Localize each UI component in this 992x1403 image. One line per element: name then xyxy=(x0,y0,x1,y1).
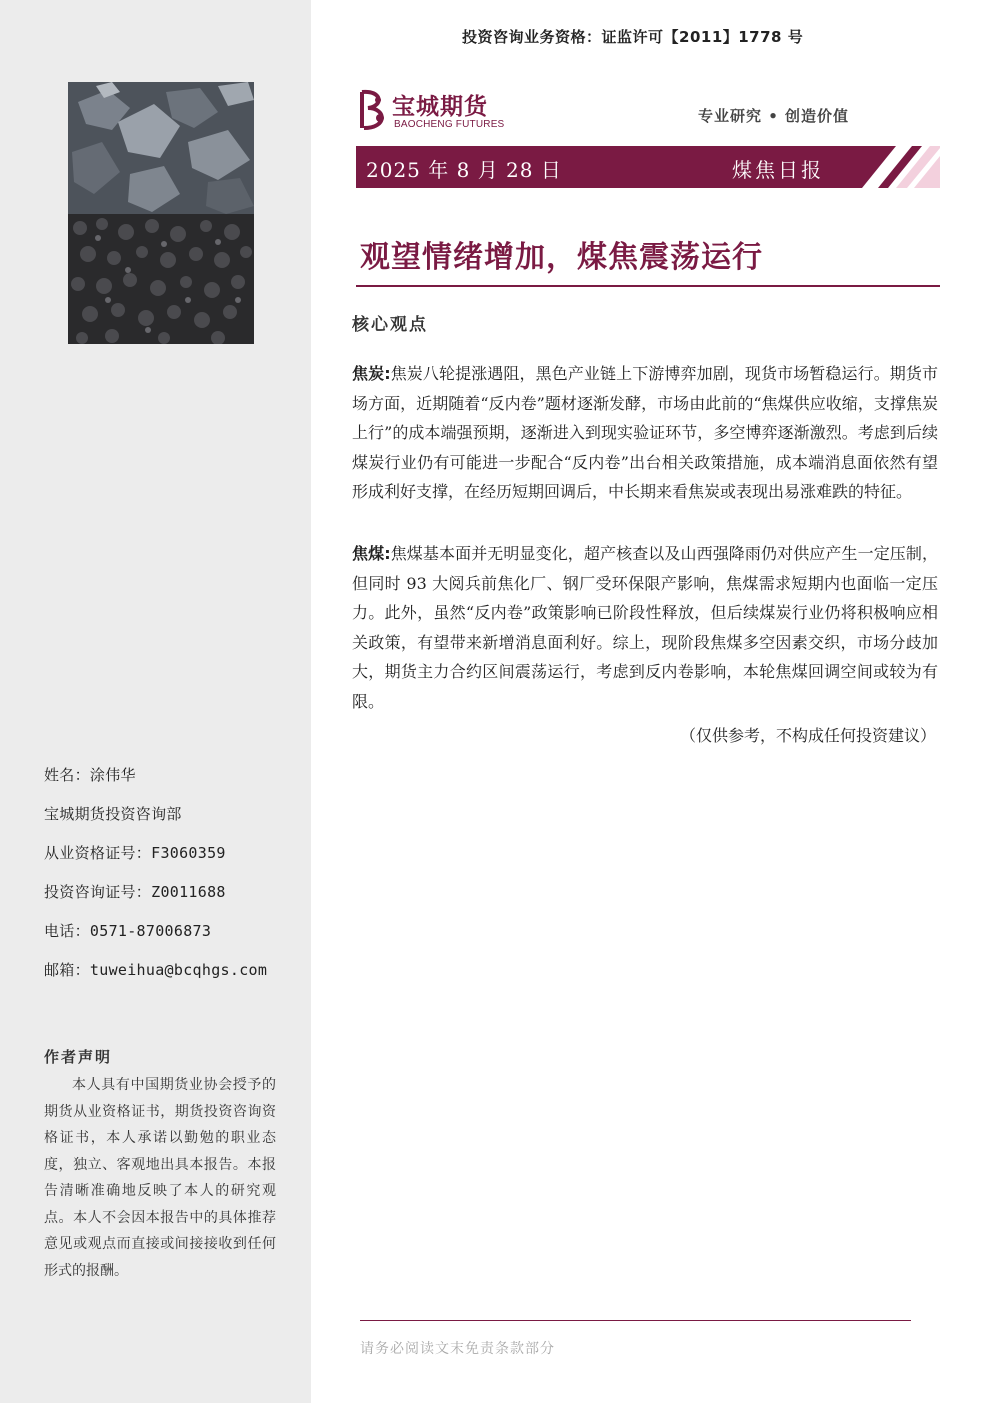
contact-value: 涂伟华 xyxy=(89,766,136,784)
contact-consulting-id xyxy=(44,882,226,902)
contact-label: 邮箱： xyxy=(44,961,90,979)
footer-note: 请务必阅读文末免责条款部分 xyxy=(360,1341,555,1357)
contact-value: 宝城期货投资咨询部 xyxy=(44,805,182,823)
title-divider xyxy=(356,285,940,287)
contact-department xyxy=(44,804,182,824)
contact-email xyxy=(44,960,267,980)
footer-divider xyxy=(360,1320,911,1321)
contact-email-value[interactable]: tuweihua@bcqhgs.com xyxy=(89,961,268,979)
report-type: 煤焦日报 xyxy=(732,158,824,182)
contact-value: F3060359 xyxy=(151,844,226,862)
slogan: 专业研究 • 创造价值 xyxy=(698,107,850,125)
company-logo xyxy=(356,88,526,134)
contact-label: 姓名： xyxy=(44,766,90,784)
contact-label: 投资咨询证号： xyxy=(44,883,152,901)
coking-coal-paragraph xyxy=(352,539,938,716)
license-info: 投资咨询业务资格：证监许可【2011】1778 号 xyxy=(462,28,804,46)
contact-name xyxy=(44,765,136,785)
paragraph-text: 焦煤基本面并无明显变化，超产核查以及山西强降雨仍对供应产生一定压制，但同时 93 大阅兵前焦化厂、钢厂受环保限产影响，焦煤需求短期内也面临一定压力。此外，虽然“反内卷”政策影响已阶段性释放，但后续煤炭行业仍将积极响应相关政策，有望带来新增消息面利好。综上，现阶段焦煤多空因素交织，市场分歧加大，期货主力合约区间震荡运行，考虑到反内卷影响，本轮焦煤回调空间或较为有限。 xyxy=(352,544,938,711)
logo-text-en: BAOCHENG FUTURES xyxy=(394,119,505,130)
coke-paragraph xyxy=(352,359,938,507)
contact-qualification xyxy=(44,843,226,863)
contact-label: 从业资格证号： xyxy=(44,844,152,862)
sidebar xyxy=(0,0,311,1403)
paragraph-lead: 焦炭: xyxy=(352,364,391,383)
contact-value: Z0011688 xyxy=(151,883,226,901)
coal-photo xyxy=(68,82,254,214)
investment-disclaimer: （仅供参考，不构成任何投资建议） xyxy=(679,726,936,745)
author-statement-body: 本人具有中国期货业协会授予的期货从业资格证书，期货投资咨询资格证书，本人承诺以勤勉的职业态度，独立、客观地出具本报告。本报告清晰准确地反映了本人的研究观点。本人不会因本报告中的具体推荐意见或观点而直接或间接接收到任何形式的报酬。 xyxy=(44,1077,276,1279)
report-date: 2025 年 8 月 28 日 xyxy=(366,158,562,182)
contact-value: 0571-87006873 xyxy=(89,922,212,940)
coke-photo xyxy=(68,214,254,344)
contact-label: 电话： xyxy=(44,922,90,940)
paragraph-text: 焦炭八轮提涨遇阻，黑色产业链上下游博弈加剧，现货市场暂稳运行。期货市场方面，近期随着“反内卷”题材逐渐发酵，市场由此前的“焦煤供应收缩，支撑焦炭上行”的成本端强预期，逐渐进入到现实验证环节，多空博弈逐渐激烈。考虑到后续煤炭行业仍有可能进一步配合“反内卷”出台相关政策措施，成本端消息面依然有望形成利好支撑，在经历短期回调后，中长期来看焦炭或表现出易涨难跌的特征。 xyxy=(352,364,938,501)
contact-phone xyxy=(44,921,211,941)
logo-mark-icon xyxy=(356,88,392,132)
report-title: 观望情绪增加，煤焦震荡运行 xyxy=(360,240,763,275)
report-banner xyxy=(356,146,940,188)
logo-text-cn: 宝城期货 xyxy=(392,93,488,120)
paragraph-lead: 焦煤: xyxy=(352,544,391,563)
author-statement-title: 作者声明 xyxy=(44,1048,113,1066)
core-views-heading: 核心观点 xyxy=(352,315,428,335)
